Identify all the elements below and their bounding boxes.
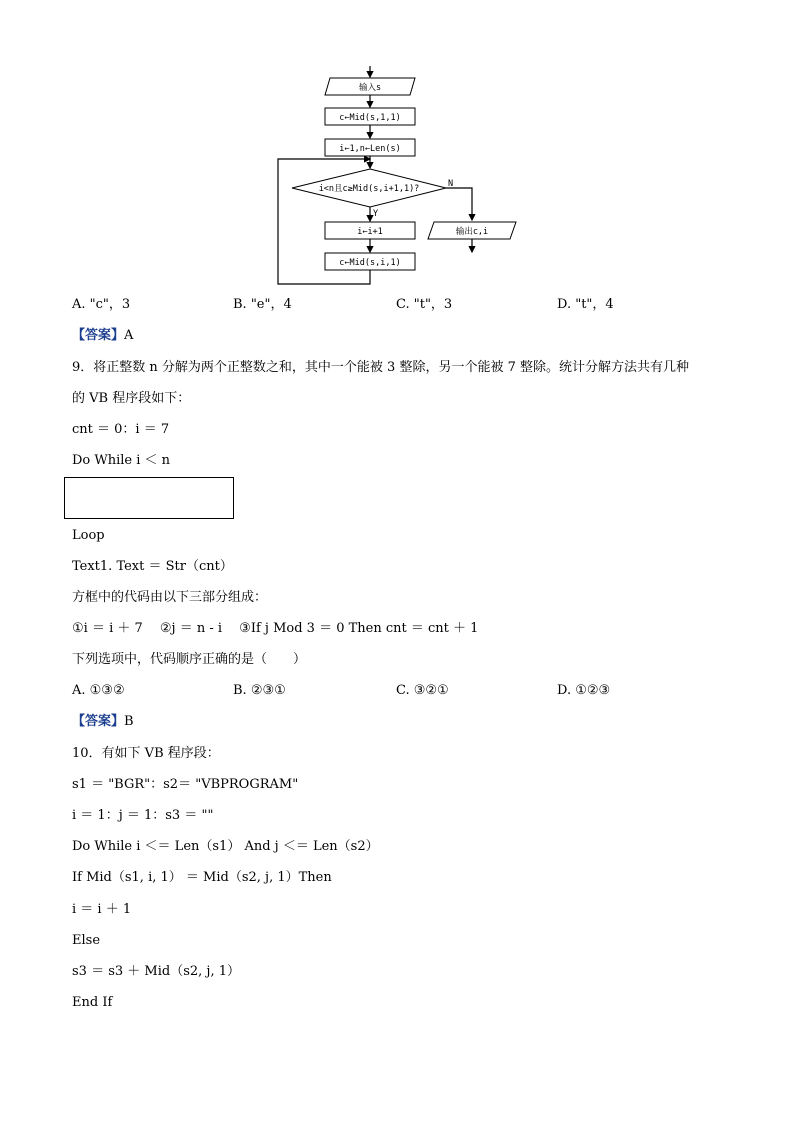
q9-code-line1: cnt ＝ 0：i ＝ 7 — [72, 422, 170, 437]
q9-option-d: D. ①②③ — [557, 683, 611, 698]
q10-code-line: Else — [72, 933, 101, 948]
flow-step3-text: i←i+1 — [357, 227, 383, 237]
q8-answer — [72, 328, 133, 344]
q9-stem-line2: 的 VB 程序段如下： — [72, 391, 191, 406]
q8-option-b: B. "e"，4 — [233, 297, 292, 312]
q10-code-line: If Mid（s1, i, 1） ＝ Mid（s2, j, 1）Then — [72, 870, 332, 885]
flow-step4-text: c←Mid(s,i,1) — [339, 258, 401, 268]
q9-code-blank-box — [64, 477, 234, 519]
q9-answer-value: B — [124, 714, 134, 729]
q9-answer — [72, 714, 134, 730]
q9-answer-tag: 【答案】 — [72, 714, 125, 729]
q10-code-line: i ＝ i ＋ 1 — [72, 902, 132, 917]
q9-option-b: B. ②③① — [233, 683, 286, 698]
q10-code-line: i ＝ 1：j ＝ 1：s3 ＝ "" — [72, 808, 214, 823]
q8-answer-tag: 【答案】 — [72, 328, 125, 343]
flow-decision-text: i<n且c≥Mid(s,i+1,1)? — [318, 184, 420, 194]
q10-code-line: s3 ＝ s3 ＋ Mid（s2, j, 1） — [72, 964, 240, 979]
flow-step1-text: c←Mid(s,1,1) — [339, 113, 401, 123]
q10-code-line: s1 ＝ "BGR"：s2＝ "VBPROGRAM" — [72, 777, 299, 792]
flow-no-label: N — [448, 179, 454, 189]
flowchart — [270, 62, 530, 292]
q9-option-c: C. ③②① — [396, 683, 449, 698]
q9-code-line2: Do While i ＜ n — [72, 453, 171, 468]
q9-question: 下列选项中，代码顺序正确的是（ ） — [72, 652, 307, 667]
q9-code-line4: Text1. Text ＝ Str（cnt） — [72, 559, 233, 574]
q8-option-a: A. "c"，3 — [72, 297, 131, 312]
flow-output-text: 输出c,i — [455, 227, 489, 237]
q9-code-line3: Loop — [72, 528, 105, 543]
q10-code-line: Do While i ＜＝ Len（s1） And j ＜＝ Len（s2） — [72, 839, 379, 854]
q9-option-a: A. ①③② — [72, 683, 125, 698]
q10-stem: 10．有如下 VB 程序段： — [72, 746, 220, 761]
q10-code-line: End If — [72, 995, 113, 1010]
q8-option-c: C. "t"，3 — [396, 297, 453, 312]
flow-no-path — [446, 188, 472, 220]
q9-stem-line1: 9．将正整数 n 分解为两个正整数之和，其中一个能被 3 整除，另一个能被 7 整除。统计分解方法共有几种 — [72, 360, 689, 375]
q9-parts: ①i ＝ i ＋ 7 ②j ＝ n - i ③If j Mod 3 ＝ 0 Then cnt ＝ cnt ＋ 1 — [72, 621, 479, 636]
flow-yes-label: Y — [373, 209, 379, 219]
flow-input-text: 输入s — [358, 83, 382, 93]
flow-step2-text: i←1,n←Len(s) — [339, 144, 401, 154]
q8-option-d: D. "t"，4 — [557, 297, 614, 312]
q8-answer-value: A — [124, 328, 134, 343]
q9-desc: 方框中的代码由以下三部分组成： — [72, 590, 268, 605]
